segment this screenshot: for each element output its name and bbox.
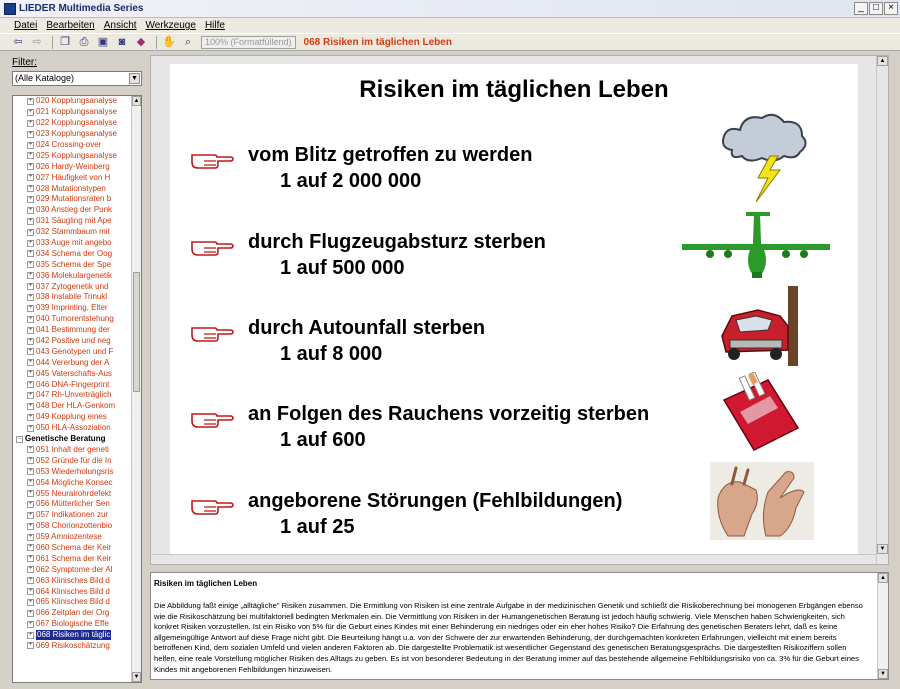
tree-item-label: 060 Schema der Keir (36, 542, 112, 552)
expand-icon[interactable]: + (28, 108, 33, 115)
tree-item[interactable] (13, 270, 131, 281)
expand-icon[interactable]: + (28, 97, 33, 104)
scroll-up-button[interactable]: ▲ (878, 573, 888, 583)
expand-icon[interactable]: + (28, 261, 33, 268)
topic-tree-list (13, 96, 131, 651)
expand-icon[interactable]: + (28, 402, 33, 409)
menu-bar (0, 18, 900, 33)
tree-item-label: 043 Genotypen und F (36, 346, 114, 356)
title-bar (0, 0, 900, 18)
risk-item (190, 229, 710, 289)
expand-icon[interactable]: + (28, 522, 33, 529)
tree-item[interactable] (13, 543, 131, 554)
tree-item-label: 034 Schema der Oog (36, 248, 113, 258)
window-controls (854, 2, 898, 15)
tree-item[interactable] (13, 445, 131, 456)
tree-item-label: 035 Schema der Spe (36, 259, 112, 269)
risk-text: durch Autounfall sterben (248, 317, 486, 339)
menu-ansicht[interactable]: Ansicht (103, 20, 137, 31)
tree-item-label: 056 Mütterlicher Sen (36, 499, 110, 509)
expand-icon[interactable]: + (28, 424, 33, 431)
description-text: Die Abbildung faßt einige „alltägliche" Risiken zusammen. Die Ermittlung von Risiken ist eine zentrale Aufgabe in der medizinischen Genetik und schließt die Risikoberechnung bei monogenen Erbgängen ebenso wie die Risikoschätzung bei multifaktoriell bedingten Merkmalen ein. Die Vermittlung von Risiken in der Humangenetischen Beratung ist jedoch häufig schwierig. Viele Menschen haben Schwierigkeiten, sich konkret Risiken vorzustellen. Ist ein Risiko von 5% für die Geburt eines Kindes mit einer Behinderung ein niedriges oder ein eher hohes Risiko? Die Erfahrung des genetischen Beraters lehrt, daß es keine allgemeingültige Antwort auf diese Frage nicht gibt. Die Beurteilung hängt u.a. von der Schwere der zur erwartenden Behinderung, der durchgemachten konkreten Erfahrungen, vielleicht mit einem bereits betroffenen Kind, dem sozialen Umfeld und vielen anderen Faktoren ab. Die dargestellte Problematik ist wesentlicher Gegenstand des genetischen Beratungsgesprächs. Die dargestellten Risikoziffern sollen helfen, eine reale Vorstellung möglicher Risiken des Alltags zu geben. Es ist von besonderer Bedeutung in der Beratung immer auf das bestehende allgemeine Fehlbildungsrisiko von ca. 3% für die Geburt eines Kindes mit angeborenen Fehlbildungen hinzuweisen. (154, 601, 863, 674)
expand-icon[interactable]: + (28, 195, 33, 202)
tree-item-label: 068 Risiken im täglic (37, 630, 111, 640)
expand-icon[interactable]: + (28, 533, 33, 540)
tree-item-label: Genetische Beratung (25, 434, 106, 444)
filter-label: Filter: (12, 57, 37, 68)
tree-item-label: 067 Biologische Effe (36, 619, 109, 629)
tree-item[interactable] (13, 129, 131, 140)
tree-item[interactable] (13, 488, 131, 499)
tree-item[interactable] (13, 423, 131, 434)
expand-icon[interactable]: + (28, 239, 33, 246)
cigarette-pack-icon (720, 372, 800, 456)
current-topic-label: 068 Risiken im täglichen Leben (303, 36, 452, 48)
tree-item[interactable] (13, 172, 131, 183)
expand-icon[interactable]: + (28, 631, 33, 638)
hand-icon[interactable]: ✋ (162, 36, 176, 48)
tree-item-label: 039 Imprinting, Elter (36, 303, 108, 313)
tree-item-label: 049 Kopplung eines (36, 412, 107, 422)
tree-item-label: 041 Bestimmung der (36, 325, 110, 335)
binoculars-icon[interactable]: ◙ (118, 36, 126, 48)
copy-icon[interactable]: ❐ (60, 36, 70, 48)
tree-item[interactable] (13, 619, 131, 630)
expand-icon[interactable]: + (28, 250, 33, 257)
collapse-icon[interactable]: − (17, 435, 22, 442)
expand-icon[interactable]: + (28, 217, 33, 224)
scroll-up-button[interactable]: ▲ (133, 98, 140, 104)
expand-icon[interactable]: + (28, 490, 33, 496)
tree-item[interactable] (13, 466, 131, 477)
tree-item[interactable] (13, 336, 131, 347)
expand-icon[interactable]: + (28, 163, 33, 170)
filter-selected-value: (Alle Kataloge) (15, 73, 75, 83)
risk-item (190, 315, 710, 375)
tree-item[interactable] (13, 107, 131, 118)
forward-arrow-icon[interactable]: ⇨ (32, 36, 42, 48)
zoom-level-box[interactable]: 100% (Formatfüllend) (201, 36, 296, 49)
tree-item-label: 028 Mutationstypen (36, 183, 106, 193)
tree-item-label: 038 Instabile Trinukl (36, 292, 108, 302)
hands-malformation-icon (710, 462, 814, 540)
tree-item-label: 025 Kopplungsanalyse (36, 150, 117, 160)
expand-icon[interactable]: + (28, 566, 33, 573)
tree-item-label: 061 Schema der Keir (36, 553, 112, 563)
tree-item-label: 055 Neuralrohrdefekt (36, 488, 112, 498)
slide-title: Risiken im täglichen Leben (359, 76, 669, 103)
expand-icon[interactable]: + (28, 468, 33, 475)
expand-icon[interactable]: + (28, 185, 33, 192)
expand-icon[interactable]: + (28, 446, 33, 453)
tree-item[interactable] (13, 194, 131, 205)
expand-icon[interactable]: + (28, 620, 33, 627)
tree-item[interactable] (13, 564, 131, 575)
description-heading: Risiken im täglichen Leben (154, 579, 258, 588)
pointing-hand-icon (190, 235, 234, 257)
tree-item[interactable] (13, 499, 131, 510)
lightning-cloud-icon (718, 108, 810, 204)
tree-item[interactable] (13, 150, 131, 161)
tree-item-label: 053 Wiederholungsris (36, 466, 114, 476)
expand-icon[interactable]: + (28, 119, 33, 126)
expand-icon[interactable]: + (28, 272, 33, 279)
pointing-hand-icon (190, 148, 234, 170)
tree-item-label: 057 Indikationen zur (36, 510, 109, 520)
risk-text: vom Blitz getroffen zu werden (248, 144, 533, 166)
tree-item[interactable] (13, 205, 131, 216)
tree-item-label: 063 Klinisches Bild d (36, 575, 110, 585)
tree-item[interactable] (13, 183, 131, 194)
tree-item-label: 044 Vererbung der A (36, 357, 110, 367)
expand-icon[interactable]: + (28, 381, 33, 388)
risk-text: durch Flugzeugabsturz sterben (248, 231, 546, 253)
minimize-button[interactable]: _ (854, 2, 868, 15)
tree-item-label: 047 Rh-Unverträglich (36, 390, 112, 400)
slide (170, 64, 858, 558)
tree-item[interactable] (13, 314, 131, 325)
tree-item[interactable] (13, 390, 131, 401)
expand-icon[interactable]: + (28, 206, 33, 213)
tree-item[interactable] (13, 455, 131, 466)
tree-item[interactable] (13, 477, 131, 488)
tree-item-label: 066 Zeitplan der Org (36, 608, 110, 618)
expand-icon[interactable]: + (28, 337, 33, 344)
tree-scrollbar[interactable] (131, 96, 141, 682)
tree-item[interactable] (13, 532, 131, 543)
tree-item[interactable] (13, 346, 131, 357)
expand-icon[interactable]: + (28, 457, 33, 464)
back-arrow-icon[interactable]: ⇦ (13, 36, 23, 48)
tree-item-label: 036 Molekulargenetik (36, 270, 113, 280)
print-icon[interactable]: ⎙ (79, 36, 89, 48)
scroll-down-button[interactable]: ▼ (877, 544, 888, 554)
tree-item[interactable] (13, 597, 131, 608)
toolbar-separator (156, 36, 157, 49)
car-crash-icon (718, 286, 808, 366)
tree-item-label: 023 Kopplungsanalyse (36, 129, 117, 139)
tree-item-label: 027 Häufigkeit von H (36, 172, 111, 182)
tree-item[interactable] (13, 259, 131, 270)
tree-item[interactable] (13, 608, 131, 619)
slide-horizontal-scrollbar[interactable] (151, 554, 876, 564)
expand-icon[interactable]: + (28, 370, 33, 377)
tree-item[interactable] (13, 96, 131, 107)
tree-item-label: 020 Kopplungsanalyse (36, 96, 117, 106)
close-button[interactable]: × (884, 2, 898, 15)
tree-item-label: 022 Kopplungsanalyse (36, 118, 117, 128)
tree-group-row[interactable] (13, 434, 131, 445)
tree-item[interactable] (13, 161, 131, 172)
tree-item[interactable] (13, 292, 131, 303)
tree-item[interactable] (13, 401, 131, 412)
tree-item-label: 045 Vaterschafts-Aus (36, 368, 112, 378)
tree-item-label: 069 Risikoschätzung (36, 640, 110, 650)
tree-item[interactable] (13, 641, 131, 652)
expand-icon[interactable]: + (28, 304, 33, 311)
airplane-icon (680, 210, 832, 280)
tree-item-label: 064 Klinisches Bild d (36, 586, 110, 596)
slide-vertical-scrollbar[interactable] (876, 56, 888, 564)
tree-item-label: 037 Zytogenetik und (36, 281, 109, 291)
expand-icon[interactable]: + (28, 326, 33, 333)
tree-item[interactable] (13, 248, 131, 259)
window-title: LIEDER Multimedia Series (19, 3, 144, 14)
tree-item[interactable] (13, 510, 131, 521)
menu-datei[interactable]: Datei (14, 20, 38, 31)
expand-icon[interactable]: + (28, 642, 33, 649)
pointing-hand-icon (190, 494, 234, 516)
screen-icon[interactable]: ▣ (97, 36, 109, 48)
description-scrollbar[interactable] (877, 573, 888, 679)
bookmark-icon[interactable]: ◆ (136, 36, 146, 48)
risk-text: angeborene Störungen (Fehlbildungen) (248, 490, 623, 512)
expand-icon[interactable]: + (28, 588, 33, 595)
tree-item-label: 062 Symptome der Al (36, 564, 113, 574)
tree-item-label: 052 Gründe für die In (36, 455, 112, 465)
tree-item-label: 058 Chorionzottenbio (36, 521, 113, 531)
pointing-hand-icon (190, 321, 234, 343)
magnifier-icon[interactable]: ⌕ (184, 36, 192, 48)
tree-item-label: 050 HLA-Assoziation (36, 423, 111, 433)
expand-icon[interactable]: + (28, 511, 33, 518)
tree-item-label: 026 Hardy-Weinberg (36, 161, 110, 171)
expand-icon[interactable]: + (28, 577, 33, 584)
menu-werkzeuge[interactable]: Werkzeuge (145, 20, 196, 31)
menu-bearbeiten[interactable]: Bearbeiten (46, 20, 95, 31)
expand-icon[interactable]: + (28, 479, 33, 486)
tree-item[interactable] (13, 303, 131, 314)
tree-item[interactable] (13, 325, 131, 336)
tree-item-label: 059 Amniozentese (36, 532, 102, 542)
tree-item[interactable] (13, 553, 131, 564)
expand-icon[interactable]: + (28, 359, 33, 366)
tree-item-label: 051 Inhalt der geneti (36, 444, 109, 454)
tree-item-label: 042 Positive und neg (36, 336, 111, 346)
tree-item-label: 031 Säugling mit Ape (36, 216, 112, 226)
tree-item-label: 033 Auge mit angebo (36, 238, 112, 248)
tree-item[interactable] (13, 575, 131, 586)
tree-item-label: 054 Mögliche Konsec (36, 477, 113, 487)
menu-hilfe[interactable]: Hilfe (204, 20, 225, 31)
risk-odds: 1 auf 500 000 (280, 257, 405, 279)
chevron-down-icon[interactable]: ▼ (129, 73, 140, 84)
tree-item[interactable] (13, 281, 131, 292)
expand-icon[interactable]: + (28, 598, 33, 605)
tree-item-label: 048 Der HLA-Genkom (36, 401, 116, 411)
expand-icon[interactable]: + (28, 293, 33, 300)
risk-text: an Folgen des Rauchens vorzeitig sterben (248, 403, 650, 425)
tree-item[interactable] (13, 521, 131, 532)
tree-item-label: 065 Klinisches Bild d (36, 597, 110, 607)
catalog-pane (6, 57, 142, 683)
risk-odds: 1 auf 2 000 000 (280, 170, 422, 192)
tree-item[interactable] (13, 140, 131, 151)
filter-dropdown[interactable] (12, 71, 142, 86)
tree-item-label: 030 Anstieg der Punk (36, 205, 113, 215)
scroll-down-button[interactable]: ▼ (133, 674, 140, 680)
expand-icon[interactable]: + (28, 609, 33, 616)
slide-viewport (150, 55, 889, 565)
risk-item (190, 488, 710, 548)
tree-item[interactable] (13, 412, 131, 423)
tree-item[interactable] (13, 586, 131, 597)
tree-item[interactable] (13, 216, 131, 227)
expand-icon[interactable]: + (28, 315, 33, 322)
toolbar-separator (52, 36, 53, 49)
tree-item[interactable] (13, 238, 131, 249)
expand-icon[interactable]: + (28, 228, 33, 235)
expand-icon[interactable]: + (28, 391, 33, 398)
maximize-button[interactable]: □ (869, 2, 883, 15)
scroll-thumb[interactable] (133, 272, 140, 392)
scroll-down-button[interactable]: ▼ (878, 669, 888, 679)
tree-item[interactable] (13, 379, 131, 390)
topic-tree (12, 95, 142, 683)
risk-odds: 1 auf 600 (280, 429, 366, 451)
pointing-hand-icon (190, 407, 234, 429)
risk-odds: 1 auf 8 000 (280, 343, 383, 365)
tree-item-label: 032 Stammbaum mit (36, 227, 110, 237)
expand-icon[interactable]: + (28, 555, 33, 562)
tree-item[interactable] (13, 357, 131, 368)
expand-icon[interactable]: + (28, 348, 33, 355)
expand-icon[interactable]: + (28, 152, 33, 159)
toolbar (0, 33, 900, 51)
tree-item-label: 024 Crossing-over (36, 140, 102, 149)
risk-item (190, 401, 710, 461)
tree-item[interactable] (13, 227, 131, 238)
risk-odds: 1 auf 25 (280, 516, 355, 538)
tree-item[interactable] (13, 368, 131, 379)
expand-icon[interactable]: + (28, 413, 33, 420)
expand-icon[interactable]: + (28, 500, 33, 507)
app-icon (4, 3, 16, 15)
expand-icon[interactable]: + (28, 544, 33, 551)
tree-item-selected[interactable] (13, 630, 131, 641)
tree-item[interactable] (13, 118, 131, 129)
expand-icon[interactable]: + (28, 174, 33, 181)
tree-item-label: 029 Mutationsraten b (36, 194, 112, 204)
tree-item-label: 021 Kopplungsanalyse (36, 107, 117, 117)
tree-item-label: 040 Tumorentstehung (36, 314, 114, 324)
tree-item-label: 046 DNA-Fingerprint (36, 379, 110, 389)
risk-item (190, 142, 710, 202)
scroll-up-button[interactable]: ▲ (877, 56, 888, 66)
expand-icon[interactable]: + (28, 141, 33, 148)
expand-icon[interactable]: + (28, 283, 33, 290)
description-pane (150, 572, 889, 680)
expand-icon[interactable]: + (28, 130, 33, 137)
